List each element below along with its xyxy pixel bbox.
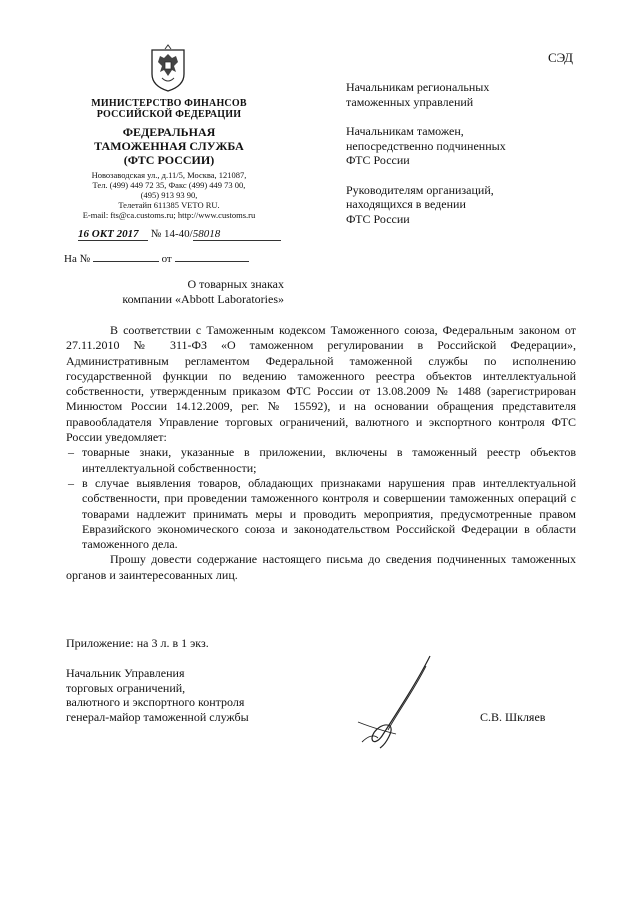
- addressee-line: Начальникам таможен,: [346, 124, 464, 138]
- addressee-group: [346, 183, 586, 227]
- contact-line: E-mail: fts@ca.customs.ru; http://www.customs.ru: [82, 210, 256, 220]
- signer-title-line: валютного и экспортного контроля: [66, 695, 245, 710]
- addressee-line: ФТС России: [346, 153, 410, 167]
- contact-line: (495) 913 93 90,: [140, 190, 198, 200]
- addressee-line: Начальникам региональных: [346, 80, 490, 94]
- reference-number-blank: [93, 261, 159, 262]
- ministry-line: МИНИСТЕРСТВО ФИНАНСОВ: [91, 98, 247, 109]
- registration-number-prefix: № 14-40/: [150, 228, 193, 240]
- notice-item: – в случае выявления товаров, обладающих признаками нарушения прав интеллектуальной собственности, при проведении таможенного контроля и совершении таможенных операций с товарами надлежит принимать меры и проводить мероприятия, предусмотренные правом Евразийского экономического союза и законодательством Российской Федерации в области таможенного дела.: [66, 476, 576, 552]
- body-closing-paragraph: Прошу довести содержание настоящего письма до сведения подчиненных таможенных органов и заинтересованных лиц.: [66, 552, 576, 582]
- addressee-group: [346, 124, 586, 168]
- subject-line: О товарных знаках: [187, 277, 284, 291]
- reference-prefix: На №: [64, 253, 91, 265]
- signer-title: [66, 666, 306, 725]
- ministry-line: РОССИЙСКОЙ ФЕДЕРАЦИИ: [96, 109, 242, 120]
- signer-title-line: Начальник Управления: [66, 666, 185, 680]
- service-line: ФЕДЕРАЛЬНАЯ: [122, 125, 216, 139]
- contact-block: [60, 170, 278, 220]
- notice-item: – товарные знаки, указанные в приложении, включены в таможенный реестр объектов интеллектуальной собственности;: [66, 445, 576, 476]
- signer-title-line: торговых ограничений,: [66, 680, 186, 695]
- ministry-name: [60, 98, 278, 120]
- service-name: [60, 125, 278, 167]
- reference-date-blank: [175, 261, 249, 262]
- addressee-line: Руководителям организаций,: [346, 182, 494, 197]
- reference-from-label: от: [161, 253, 172, 265]
- signer-name: С.В. Шкляев: [480, 710, 546, 724]
- service-line: (ФТС РОССИИ): [123, 153, 215, 167]
- addressees-block: [346, 80, 586, 241]
- signer-title-line: генерал-майор таможенной службы: [66, 710, 249, 725]
- registration-line: [78, 228, 281, 241]
- letter-body: [66, 323, 576, 583]
- contact-line: Новозаводская ул., д.11/5, Москва, 121087,: [91, 170, 247, 180]
- reference-line: [64, 253, 249, 265]
- addressee-line: находящихся в ведении: [346, 197, 466, 211]
- registration-date: 16 ОКТ 2017: [78, 228, 148, 241]
- addressee-line: непосредственно подчиненных: [346, 138, 506, 153]
- subject-line: компании «Abbott Laboratories»: [122, 291, 284, 306]
- service-line: ТАМОЖЕННАЯ СЛУЖБА: [94, 139, 244, 153]
- addressee-line: ФТС России: [346, 211, 410, 226]
- addressee-group: [346, 80, 586, 109]
- contact-line: Телетайп 611385 VETO RU.: [118, 200, 220, 210]
- attachment-note: Приложение: на 3 л. в 1 экз.: [66, 636, 209, 650]
- sed-mark: СЭД: [548, 50, 574, 65]
- letter-subject: [64, 277, 284, 306]
- addressee-line: таможенных управлений: [346, 94, 474, 109]
- registration-number: 58018: [193, 228, 281, 241]
- notice-list: [66, 445, 576, 552]
- handwritten-signature: [338, 652, 448, 752]
- body-intro-paragraph: В соответствии с Таможенным кодексом Таможенного союза, Федеральным законом от 27.11.2010 № 311-ФЗ «О таможенном регулировании в Российской Федерации», Административным регламентом Федеральной таможенной службы по исполнению государственной функции по ведению таможенного реестра объектов интеллектуальной собственности, утвержденным приказом ФТС России от 13.08.2009 № 1488 (зарегистрирован Минюстом России 14.12.2009, рег. № 15592), и на основании обращения представителя правообладателя Управление торговых ограничений, валютного и экспортного контроля ФТС России уведомляет:: [66, 323, 576, 445]
- coat-of-arms-emblem-icon: [148, 44, 188, 92]
- contact-line: Тел. (499) 449 72 35, Факс (499) 449 73 00,: [92, 180, 246, 190]
